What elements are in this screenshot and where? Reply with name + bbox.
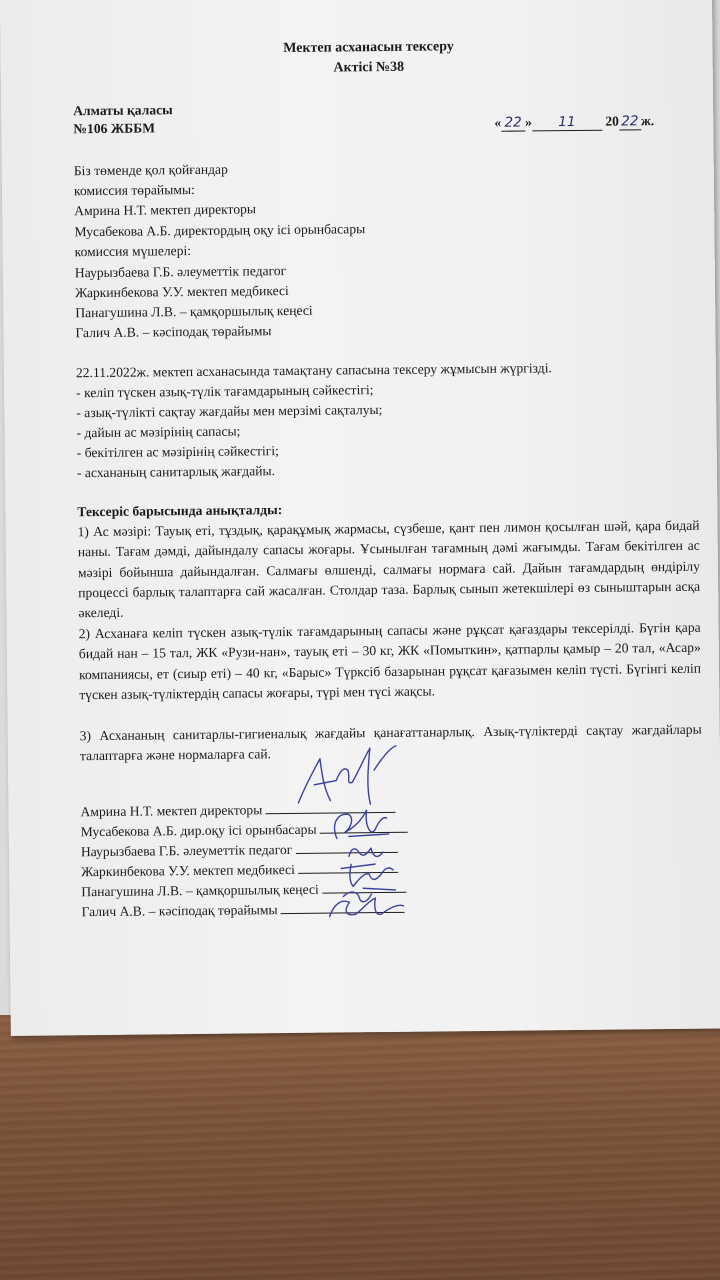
intro-line: Панагушина Л.В. – қамқоршылық кеңесі	[75, 302, 313, 321]
finding-paragraph-1: 1) Ас мәзірі: Тауық еті, тұздық, қарақұмық жармасы, сүзбеше, қант пен лимон қосылған шәй, қара бидай наны. Тағам дәмді, дайындалу сапасы жоғары. Ұсынылған тағамның дәмі жағымды. Тағам бекітілген ас мәзірі бойынша дайындалған. Салмағы өлшенді, салмағы нормаға сай. Дайын тағамдардың өндірілу процессі барлық талаптарға сай жасалған. Столдар таза. Барлық сынып жетекшілері өз сыныштарын асқа әкеледі.	[77, 517, 701, 621]
signatory-name: Панагушина Л.В. – қамқоршылық кеңесі	[81, 881, 319, 900]
date-day: 22	[501, 115, 525, 132]
handwritten-signatures	[278, 718, 430, 920]
signature-1	[298, 746, 397, 805]
inspection-item: - дайын ас мәзірінің сапасы;	[76, 423, 241, 441]
inspection-item: - бекітілген ас мәзірінің сәйкестігі;	[76, 443, 279, 461]
school-label: №106 ЖББМ	[73, 120, 156, 137]
signature-4	[341, 864, 393, 887]
document-number: Актісі №38	[333, 59, 405, 76]
inspection-item: - асхананың санитарлық жағдайы.	[76, 463, 276, 481]
signatory-name: Наурызбаева Г.Б. әлеуметтік педагог	[80, 841, 293, 860]
finding-paragraph-3: 3) Асхананың санитарлы-гигиеналық жағдайы қанағаттанарлық. Азық-түліктерді сақтау жағдайлары талаптарға және нормаларға сай.	[79, 721, 702, 764]
intro-line: Жаркинбекова У.У. мектеп медбикесі	[74, 282, 289, 301]
signature-5	[343, 888, 395, 902]
signatory-name: Галич А.В. – кәсіподақ төрайымы	[81, 902, 278, 920]
inspection-lead: 22.11.2022ж. мектеп асханасында тамақтану сапасына тексеру жұмысын жүргізді.	[75, 360, 552, 381]
signatory-name: Амрина Н.Т. мектеп директоры	[80, 802, 263, 820]
signature-3	[349, 848, 383, 857]
signature-2	[334, 810, 388, 839]
date-close-quote: »	[525, 114, 532, 130]
intro-line: Амрина Н.Т. мектеп директоры	[74, 201, 257, 219]
document-title: Мектеп асханасын тексеру	[283, 39, 454, 57]
date-month: 11	[532, 114, 602, 132]
signatory-name: Жаркинбекова У.У. мектеп медбикесі	[81, 861, 295, 880]
date-year-prefix: 20	[605, 113, 619, 129]
date-open-quote: «	[494, 114, 502, 130]
intro-line: комиссия мүшелері:	[74, 243, 192, 260]
findings-heading: Тексеріс барысында анықталды:	[77, 502, 283, 520]
city-label: Алматы қаласы	[73, 102, 173, 119]
date-year: 22	[619, 113, 641, 130]
intro-line: Мусабекова А.Б. директордың оқу ісі орынбасары	[74, 221, 366, 240]
intro-line: Наурызбаева Г.Б. әлеуметтік педагог	[74, 263, 287, 281]
intro-line: Біз төменде қол қойғандар	[73, 161, 228, 179]
intro-line: комиссия төрайымы:	[73, 181, 195, 199]
date-suffix: ж.	[640, 113, 655, 129]
signatory-name: Мусабекова А.Б. дир.оқу ісі орынбасары	[80, 821, 317, 840]
inspection-item: - келіп түскен азық-түлік тағамдарының сәйкестігі;	[76, 382, 374, 401]
document-date	[494, 113, 654, 132]
intro-line: Галич А.В. – кәсіподақ төрайымы	[75, 323, 272, 341]
wooden-table	[0, 1015, 720, 1280]
finding-paragraph-2: 2) Асханаға келіп түскен азық-түлік тағамдарының сапасы және рұқсат қағаздары тексерілді. Бүгін қара бидай нан – 15 тал, ЖК «Рузи-нан», тауық еті – 30 кг, ЖК «Помыткин», қатпарлы қамыр – 20 тал, «Асар» компаниясы, ет (сиыр еті) – 40 кг, «Барыс» Түрксіб базарынан рұқсат қағазымен келіп түсті. Бүгінгі келіп түскен азық-түліктердің сапасы жоғары, түрі мен түсі жақсы.	[78, 619, 702, 703]
inspection-item: - азық-түлікті сақтау жағдайы мен мерзімі сақталуы;	[76, 402, 383, 421]
